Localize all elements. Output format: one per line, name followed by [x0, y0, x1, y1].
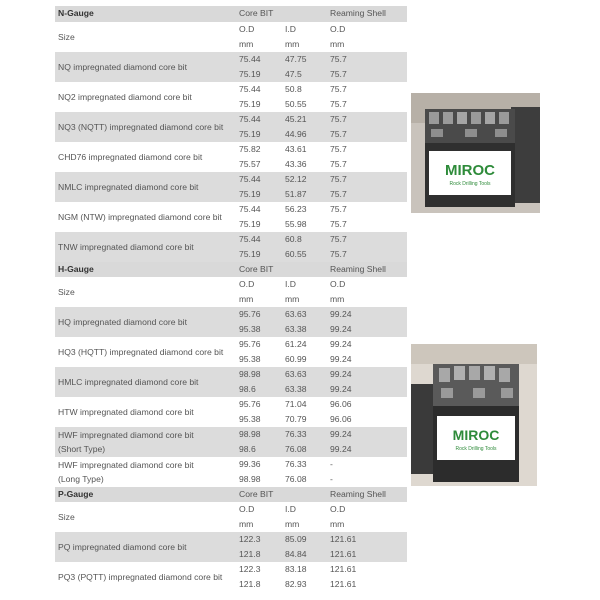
id-max: 63.63: [285, 309, 307, 319]
reaming-od-max: 99.24: [330, 429, 352, 439]
core-bit-header: Core BIT: [239, 264, 274, 274]
reaming-od-min: 99.24: [330, 444, 352, 454]
reaming-shell-header: Reaming Shell: [330, 489, 386, 499]
row-name: NMLC impregnated diamond core bit: [58, 182, 199, 192]
row-name: NQ2 impregnated diamond core bit: [58, 92, 192, 102]
unit-label: mm: [330, 39, 345, 49]
od-max: 98.98: [239, 429, 261, 439]
size-label: Size: [58, 512, 75, 522]
od-max: 122.3: [239, 534, 261, 544]
id-min: 63.38: [285, 384, 307, 394]
reaming-od-label: O.D: [330, 279, 346, 289]
id-max: 76.33: [285, 429, 307, 439]
core-bit-header: Core BIT: [239, 489, 274, 499]
reaming-od-max: 75.7: [330, 144, 347, 154]
od-min: 95.38: [239, 414, 261, 424]
size-label: Size: [58, 32, 75, 42]
table-row: [55, 427, 407, 457]
table-row: [55, 142, 407, 172]
od-min: 75.19: [239, 69, 261, 79]
brand-tagline: Rock Drilling Tools: [455, 446, 497, 452]
product-photo-h-gauge: [411, 344, 537, 486]
id-min: 60.55: [285, 249, 307, 259]
id-max: 76.33: [285, 459, 307, 469]
unit-label: mm: [330, 519, 345, 529]
id-min: 47.5: [285, 69, 302, 79]
reaming-od-max: 75.7: [330, 234, 347, 244]
section-title: P-Gauge: [58, 489, 94, 499]
reaming-od-min: 121.61: [330, 579, 357, 589]
reaming-od-max: 75.7: [330, 54, 347, 64]
core-bit-header: Core BIT: [239, 8, 274, 18]
id-max: 56.23: [285, 204, 307, 214]
id-max: 83.18: [285, 564, 307, 574]
od-label: O.D: [239, 504, 255, 514]
unit-label: mm: [239, 519, 254, 529]
od-min: 95.38: [239, 324, 261, 334]
od-min: 98.6: [239, 384, 256, 394]
od-max: 99.36: [239, 459, 261, 469]
od-max: 95.76: [239, 339, 261, 349]
id-max: 63.63: [285, 369, 307, 379]
table-row: [55, 532, 407, 562]
row-name: HMLC impregnated diamond core bit: [58, 377, 199, 387]
od-label: O.D: [239, 279, 255, 289]
row-name: HWF impregnated diamond core bit: [58, 430, 194, 440]
reaming-od-label: O.D: [330, 504, 346, 514]
id-label: I.D: [285, 24, 296, 34]
id-min: 70.79: [285, 414, 307, 424]
section-header: [55, 262, 407, 277]
row-name: TNW impregnated diamond core bit: [58, 242, 194, 252]
brand-tagline: Rock Drilling Tools: [449, 181, 491, 187]
size-row: [55, 502, 407, 532]
id-min: 63.38: [285, 324, 307, 334]
row-name-subtype: (Short Type): [58, 444, 106, 454]
reaming-od-min: 75.7: [330, 69, 347, 79]
reaming-od-min: 121.61: [330, 549, 357, 559]
table-row: [55, 367, 407, 397]
reaming-od-max: 121.61: [330, 534, 357, 544]
od-min: 98.6: [239, 444, 256, 454]
brand-logo-text: MIROC: [445, 162, 495, 179]
row-name: HQ3 (HQTT) impregnated diamond core bit: [58, 347, 224, 357]
reaming-od-max: 75.7: [330, 204, 347, 214]
od-min: 95.38: [239, 354, 261, 364]
table-row: [55, 82, 407, 112]
reaming-od-min: 99.24: [330, 384, 352, 394]
section-header: [55, 487, 407, 502]
unit-label: mm: [285, 519, 300, 529]
table-row: [55, 112, 407, 142]
reaming-od-max: 121.61: [330, 564, 357, 574]
id-min: 50.55: [285, 99, 307, 109]
id-max: 45.21: [285, 114, 307, 124]
reaming-od-min: 99.24: [330, 354, 352, 364]
section-title: H-Gauge: [58, 264, 94, 274]
table-row: [55, 562, 407, 592]
reaming-od-min: 99.24: [330, 324, 352, 334]
id-max: 43.61: [285, 144, 307, 154]
row-name: HTW impregnated diamond core bit: [58, 407, 194, 417]
reaming-od-label: O.D: [330, 24, 346, 34]
od-min: 121.8: [239, 549, 261, 559]
reaming-od-max: 99.24: [330, 339, 352, 349]
reaming-od-min: 75.7: [330, 219, 347, 229]
row-name: PQ impregnated diamond core bit: [58, 542, 187, 552]
table-row: [55, 307, 407, 337]
reaming-od-max: 96.06: [330, 399, 352, 409]
id-min: 44.96: [285, 129, 307, 139]
od-min: 75.57: [239, 159, 261, 169]
product-photo-n-gauge: [411, 93, 540, 213]
id-min: 82.93: [285, 579, 307, 589]
od-min: 75.19: [239, 189, 261, 199]
reaming-od-min: 75.7: [330, 129, 347, 139]
od-max: 75.44: [239, 174, 261, 184]
od-min: 75.19: [239, 219, 261, 229]
od-max: 75.44: [239, 204, 261, 214]
table-row: [55, 172, 407, 202]
reaming-od-min: 96.06: [330, 414, 352, 424]
row-name-subtype: (Long Type): [58, 474, 104, 484]
reaming-od-min: 75.7: [330, 249, 347, 259]
table-row: [55, 232, 407, 262]
id-max: 47.75: [285, 54, 307, 64]
row-name: PQ3 (PQTT) impregnated diamond core bit: [58, 572, 223, 582]
row-name: NQ3 (NQTT) impregnated diamond core bit: [58, 122, 224, 132]
size-row: [55, 22, 407, 52]
section-title: N-Gauge: [58, 8, 94, 18]
unit-label: mm: [285, 294, 300, 304]
row-name: NQ impregnated diamond core bit: [58, 62, 187, 72]
od-max: 75.44: [239, 84, 261, 94]
size-row: [55, 277, 407, 307]
reaming-od-min: 75.7: [330, 99, 347, 109]
od-max: 98.98: [239, 369, 261, 379]
unit-label: mm: [285, 39, 300, 49]
reaming-od-max: 75.7: [330, 174, 347, 184]
id-min: 84.84: [285, 549, 307, 559]
reaming-od-max: -: [330, 459, 333, 469]
unit-label: mm: [330, 294, 345, 304]
id-max: 52.12: [285, 174, 307, 184]
od-max: 95.76: [239, 309, 261, 319]
reaming-od-max: 99.24: [330, 369, 352, 379]
id-max: 71.04: [285, 399, 307, 409]
id-label: I.D: [285, 504, 296, 514]
row-name: CHD76 impregnated diamond core bit: [58, 152, 203, 162]
reaming-shell-header: Reaming Shell: [330, 8, 386, 18]
id-min: 76.08: [285, 444, 307, 454]
id-max: 61.24: [285, 339, 307, 349]
section-header: [55, 6, 407, 22]
od-max: 75.44: [239, 54, 261, 64]
unit-label: mm: [239, 294, 254, 304]
od-max: 75.44: [239, 234, 261, 244]
reaming-od-min: 75.7: [330, 189, 347, 199]
table-row: [55, 202, 407, 232]
od-label: O.D: [239, 24, 255, 34]
id-min: 51.87: [285, 189, 307, 199]
od-min: 75.19: [239, 99, 261, 109]
id-max: 85.09: [285, 534, 307, 544]
id-min: 43.36: [285, 159, 307, 169]
id-min: 76.08: [285, 474, 307, 484]
reaming-od-min: 75.7: [330, 159, 347, 169]
reaming-od-min: -: [330, 474, 333, 484]
table-row: [55, 52, 407, 82]
reaming-shell-header: Reaming Shell: [330, 264, 386, 274]
reaming-od-max: 99.24: [330, 309, 352, 319]
od-max: 75.82: [239, 144, 261, 154]
id-label: I.D: [285, 279, 296, 289]
id-max: 60.8: [285, 234, 302, 244]
od-min: 75.19: [239, 249, 261, 259]
unit-label: mm: [239, 39, 254, 49]
od-min: 98.98: [239, 474, 261, 484]
size-label: Size: [58, 287, 75, 297]
od-min: 121.8: [239, 579, 261, 589]
row-name: HQ impregnated diamond core bit: [58, 317, 187, 327]
od-max: 95.76: [239, 399, 261, 409]
table-row: [55, 397, 407, 427]
id-min: 60.99: [285, 354, 307, 364]
od-min: 75.19: [239, 129, 261, 139]
od-max: 122.3: [239, 564, 261, 574]
row-name: NGM (NTW) impregnated diamond core bit: [58, 212, 222, 222]
spec-sheet: [55, 6, 407, 592]
reaming-od-max: 75.7: [330, 84, 347, 94]
reaming-od-max: 75.7: [330, 114, 347, 124]
table-row: [55, 457, 407, 487]
id-max: 50.8: [285, 84, 302, 94]
brand-logo-text: MIROC: [452, 427, 500, 443]
od-max: 75.44: [239, 114, 261, 124]
id-min: 55.98: [285, 219, 307, 229]
table-row: [55, 337, 407, 367]
row-name: HWF impregnated diamond core bit: [58, 460, 194, 470]
